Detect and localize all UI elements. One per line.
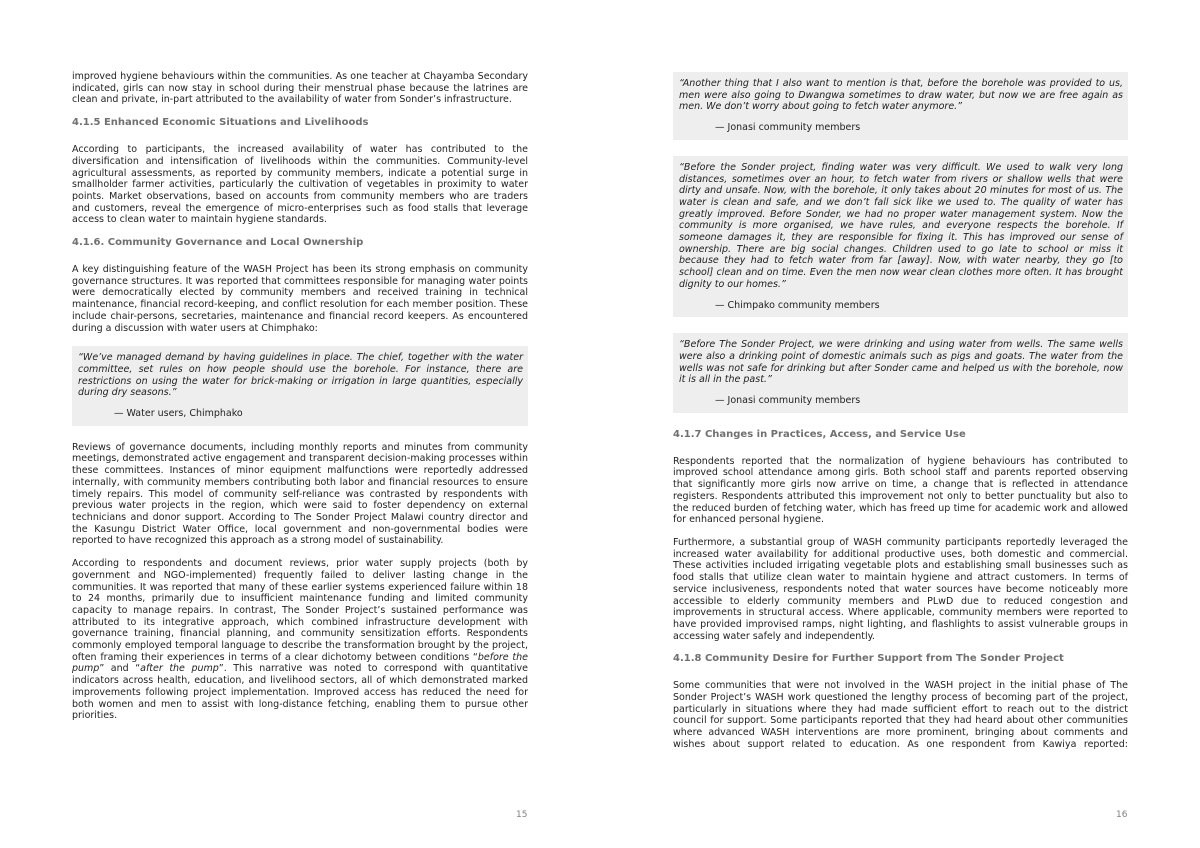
prior-text-a: According to respondents and document reviews, prior water supply projects (both by government and NGO-implemented) frequently failed to deliver lasting change in the communities. It was reported that many of these earlier systems experienced failure within 18 to 24 months, primarily due to insufficient maintenance funding and limited community capacity to manage repairs. In contrast, The Sonder Project’s sustained performance was attributed to its integrative approach, which combined infrastructure development with governance training, financial planning, and community sensitization efforts. Respondents commonly employed temporal language to describe the transformation brought by the project, often framing their experiences in terms of a clear dichotomy between conditions “ <box>72 558 528 663</box>
paragraph-economic: According to participants, the increased availability of water has contributed to the diversification and intensification of livelihoods within the communities. Community-level agricultural assessments, as reported by community members, indicate a potential surge in smallholder farmer activities, particularly the cultivation of vegetables in proximity to water points. Market observations, based on accounts from community members who are traders and customers, reveal the emergence of micro-enterprises such as food stalls that leverage access to clean water to maintain hygiene standards. <box>72 144 528 226</box>
heading-4-1-8: 4.1.8 Community Desire for Further Support from The Sonder Project <box>673 653 1064 665</box>
page-number: 16 <box>1116 810 1128 820</box>
quote-attribution: — Water users, Chimphako <box>114 408 243 420</box>
prior-text-b: ” and “ <box>99 663 141 675</box>
paragraph-school-attendance: Respondents reported that the normalization of hygiene behaviours has contributed to improved school attendance among girls. Both school staff and parents reported observing that significantly more girls now arrive on time, a change that is reflected in attendance registers. Respondents attributed this improvement not only to better punctuality but also to the reduced burden of fetching water, which has freed up time for academic work and allowed for enhanced personal hygiene. <box>673 455 1128 526</box>
quote-block-water-users <box>72 346 528 426</box>
quote-text: “We’ve managed demand by having guidelines in place. The chief, together with the water committee, set rules on how people should use the borehole. For instance, there are restrictions on using the water for brick-making or irrigation in large quantities, especially during dry seasons.” <box>78 352 523 399</box>
quote-block-jonasi-1 <box>673 72 1128 140</box>
prior-emphasis-after: after the pump <box>140 663 219 675</box>
prior-emphasis-before: before the pump <box>72 651 528 675</box>
heading-4-1-5: 4.1.5 Enhanced Economic Situations and Livelihoods <box>72 117 369 129</box>
paragraph-further-support: Some communities that were not involved in the WASH project in the initial phase of The Sonder Project’s WASH work questioned the lengthy process of becoming part of the project, particularly in situations where they had made sufficient effort to reach out to the district council for support. Some participants reported that they had heard about other communities where advanced WASH interventions are more prominent, bringing about comments and wishes about support related to education. As one respondent from Kawiya reported: <box>673 680 1128 750</box>
quote-text: “Another thing that I also want to mention is that, before the borehole was provided to us, men were also going to Dwangwa sometimes to draw water, but now we are free again as men. We don’t worry about going to fetch water anymore.” <box>679 78 1123 113</box>
paragraph-governance: A key distinguishing feature of the WASH Project has been its strong emphasis on community governance structures. It was reported that committees responsible for managing water points were democratically elected by community members and received training in technical maintenance, financial record-keeping, and conflict resolution for each member position. These include chair-persons, secretaries, maintenance and financial record keepers. As encountered during a discussion with water users at Chimphako: <box>72 264 528 334</box>
quote-attribution: — Jonasi community members <box>715 395 861 407</box>
page-number: 15 <box>516 810 528 820</box>
left-column <box>72 71 528 733</box>
quote-attribution: — Chimpako community members <box>715 299 880 311</box>
page-16 <box>600 0 1200 848</box>
quote-attribution: — Jonasi community members <box>715 122 861 134</box>
quote-block-jonasi-2 <box>673 333 1128 413</box>
heading-4-1-6: 4.1.6. Community Governance and Local Ownership <box>72 237 364 249</box>
right-column <box>673 72 1128 762</box>
paragraph-productive-uses: Furthermore, a substantial group of WASH community participants reportedly leveraged the increased water availability for additional productive uses, both domestic and commercial. These activities included irrigating vegetable plots and establishing small businesses such as food stalls that utilize clean water to maintain hygiene and attract customers. In terms of service inclusiveness, respondents noted that water sources have become noticeably more accessible to elderly community members and PLwD due to reduced congestion and improvements in structural access. Where applicable, community members were reported to have provided improvised ramps, night lighting, and flashlights to assist vulnerable groups in accessing water safely and independently. <box>673 536 1128 642</box>
intro-paragraph: improved hygiene behaviours within the communities. As one teacher at Chayamba Secondary indicated, girls can now stay in school during their menstrual phase because the latrines are clean and private, in-part attributed to the availability of water from Sonder’s infrastructure. <box>72 71 528 106</box>
paragraph-prior-projects <box>72 558 528 722</box>
quote-text: “Before The Sonder Project, we were drinking and using water from wells. The same wells were also a drinking point of domestic animals such as pigs and goats. The water from the wells was not safe for drinking but after Sonder came and helped us with the borehole, now it is all in the past.” <box>679 339 1123 386</box>
quote-text: “Before the Sonder project, finding water was very difficult. We used to walk very long distances, sometimes over an hour, to fetch water from rivers or shallow wells that were dirty and unsafe. Now, with the borehole, it only takes about 20 minutes for most of us. The water is clean and safe, and we don’t fall sick like we used to. The quality of water has greatly improved. Before Sonder, we had no proper water management system. Now the community is more organised, we have rules, and everyone respects the borehole. If someone damages it, they are responsible for fixing it. This has improved our sense of ownership. There are big social changes. Children used to go late to school or miss it because they had to fetch water from far [away]. Now, with water nearby, they go [to school] clean and on time. Even the men now wear clean clothes more often. It has brought dignity to our homes.” <box>679 161 1123 290</box>
quote-block-chimpako <box>673 156 1128 317</box>
prior-text-c: ”. This narrative was noted to correspond with quantitative indicators across health, education, and livelihood sectors, all of which demonstrated marked improvements following project implementation. Improved access has reduced the need for both women and men to assist with long-distance fetching, enabling them to pursue other priorities. <box>72 663 528 722</box>
heading-4-1-7: 4.1.7 Changes in Practices, Access, and Service Use <box>673 428 966 440</box>
paragraph-reviews: Reviews of governance documents, including monthly reports and minutes from community meetings, demonstrated active engagement and transparent decision-making processes within these committees. Instances of minor equipment malfunctions were reportedly addressed internally, with community members contributing both labor and financial resources to ensure timely repairs. This model of community self-reliance was contrasted by respondents with previous water projects in the region, which were said to foster dependency on external technicians and donor support. According to The Sonder Project Malawi country director and the Kasungu District Water Office, local government and non-governmental bodies were reported to have recognized this approach as a strong model of sustainability. <box>72 441 528 547</box>
